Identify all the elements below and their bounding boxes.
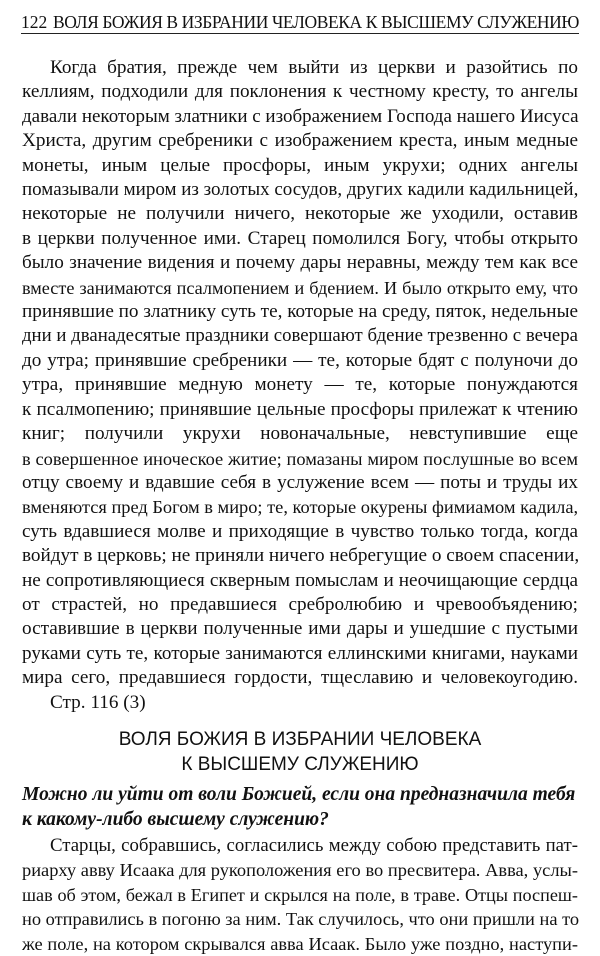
text-line: помазывали миром из золотых сосудов, других кадили кадильницей, bbox=[22, 179, 579, 201]
text-line: в церкви полученное ими. Старец помолился Богу, чтобы открыто bbox=[22, 227, 578, 249]
text-line: шав об этом, бежал в Египет и скрылся на поле, в траве. Отцы поспеш- bbox=[22, 884, 578, 905]
text-line: Христа, другим сребреники с изображением креста, иным медные bbox=[22, 130, 578, 152]
text-line: Когда братия, прежде чем выйти из церкви и разойтись по bbox=[50, 57, 578, 78]
text-line: давали некоторым златники с изображением Господа нашего Иисуса bbox=[22, 105, 579, 127]
text-line: вместе занимаются псалмопением и бдением. И было открыто ему, что bbox=[22, 277, 578, 298]
page-number: 122 bbox=[21, 12, 48, 32]
text-line: вменяются пред Богом в миро; те, которые окурены фимиамом кадила, bbox=[22, 497, 579, 518]
text-line: от страстей, но предавшиеся сребролюбию и чревообъядению; bbox=[22, 593, 578, 615]
text-line: келлиям, подходили для поклонения к честному кресту, то ангелы bbox=[22, 81, 578, 103]
text-line: книг; получили укрухи новоначальные, невступившие еще bbox=[22, 423, 578, 445]
text-line: не сопротивляющиеся скверным помыслам и неочищающие сердца bbox=[22, 569, 578, 591]
question-line: к какому-либо высшему служению? bbox=[22, 808, 329, 830]
text-line: но отправились в погоню за ним. Так случилось, что они пришли на то bbox=[22, 909, 580, 930]
paragraph-isaac bbox=[22, 834, 578, 956]
text-line: мира сего, предавшиеся гордости, тщеславию и человекоугодию. bbox=[22, 667, 578, 689]
running-head-title: ВОЛЯ БОЖИЯ В ИЗБРАНИИ ЧЕЛОВЕКА К ВЫСШЕМУ СЛУЖЕНИЮ bbox=[52, 12, 579, 32]
source-citation: Стр. 116 (3) bbox=[50, 691, 146, 713]
section-heading-line: К ВЫСШЕМУ СЛУЖЕНИЮ bbox=[181, 753, 419, 775]
text-line: монеты, иным целые просфоры, иным укрухи; одних ангелы bbox=[22, 154, 578, 176]
text-line: утра, принявшие медную монету — те, которые понуждаются bbox=[22, 374, 578, 396]
text-line: к псалмопению; принявшие цельные просфоры прилежат к чтению bbox=[22, 398, 578, 420]
text-line: суть вдавшиеся молве и приходящие в чувство только тогда, когда bbox=[22, 520, 578, 542]
page-body bbox=[22, 56, 578, 956]
text-line: дни и дванадесятые праздники совершают бдение трезвенно с вечера bbox=[22, 325, 578, 347]
question-line: Можно ли уйти от воли Божией, если она предназначила тебя bbox=[22, 783, 576, 805]
text-line: принявшие по златнику суть те, которые на среду, пяток, недельные bbox=[22, 301, 578, 323]
text-line: войдут в церковь; не приняли ничего небрегущие о своем спасении, bbox=[22, 545, 580, 567]
text-line: в совершенное иноческое житие; помазаны миром послушные во всем bbox=[22, 448, 578, 469]
text-line: некоторые не получили ничего, некоторые же уходили, оставив bbox=[22, 203, 578, 225]
text-line: Старцы, собравшись, согласились между собою представить пат- bbox=[50, 834, 578, 856]
paragraph-vision bbox=[22, 56, 578, 691]
text-line: до утра; принявшие сребреники — те, которые бдят с полуночи до bbox=[22, 349, 578, 371]
section-heading-line: ВОЛЯ БОЖИЯ В ИЗБРАНИИ ЧЕЛОВЕКА bbox=[118, 728, 482, 750]
section-question bbox=[22, 782, 578, 832]
text-line: отцу своему и вдавшие себя в услужение всем — поты и труды их bbox=[22, 471, 578, 493]
running-head bbox=[21, 9, 579, 34]
text-line: же поле, на котором скрывался авва Исаак. Было уже поздно, наступи- bbox=[22, 933, 578, 954]
text-line: было значение видения и почему дары неравны, между тем как все bbox=[22, 252, 578, 274]
section-heading bbox=[22, 727, 578, 777]
text-line: оставившие в церкви полученные ими дары и ушедшие с пустыми bbox=[22, 618, 578, 640]
text-line: руками суть те, которые занимаются еллинскими книгами, науками bbox=[22, 642, 578, 664]
text-line: риарху авву Исаака для рукоположения его во пресвитера. Авва, услы- bbox=[22, 860, 578, 881]
